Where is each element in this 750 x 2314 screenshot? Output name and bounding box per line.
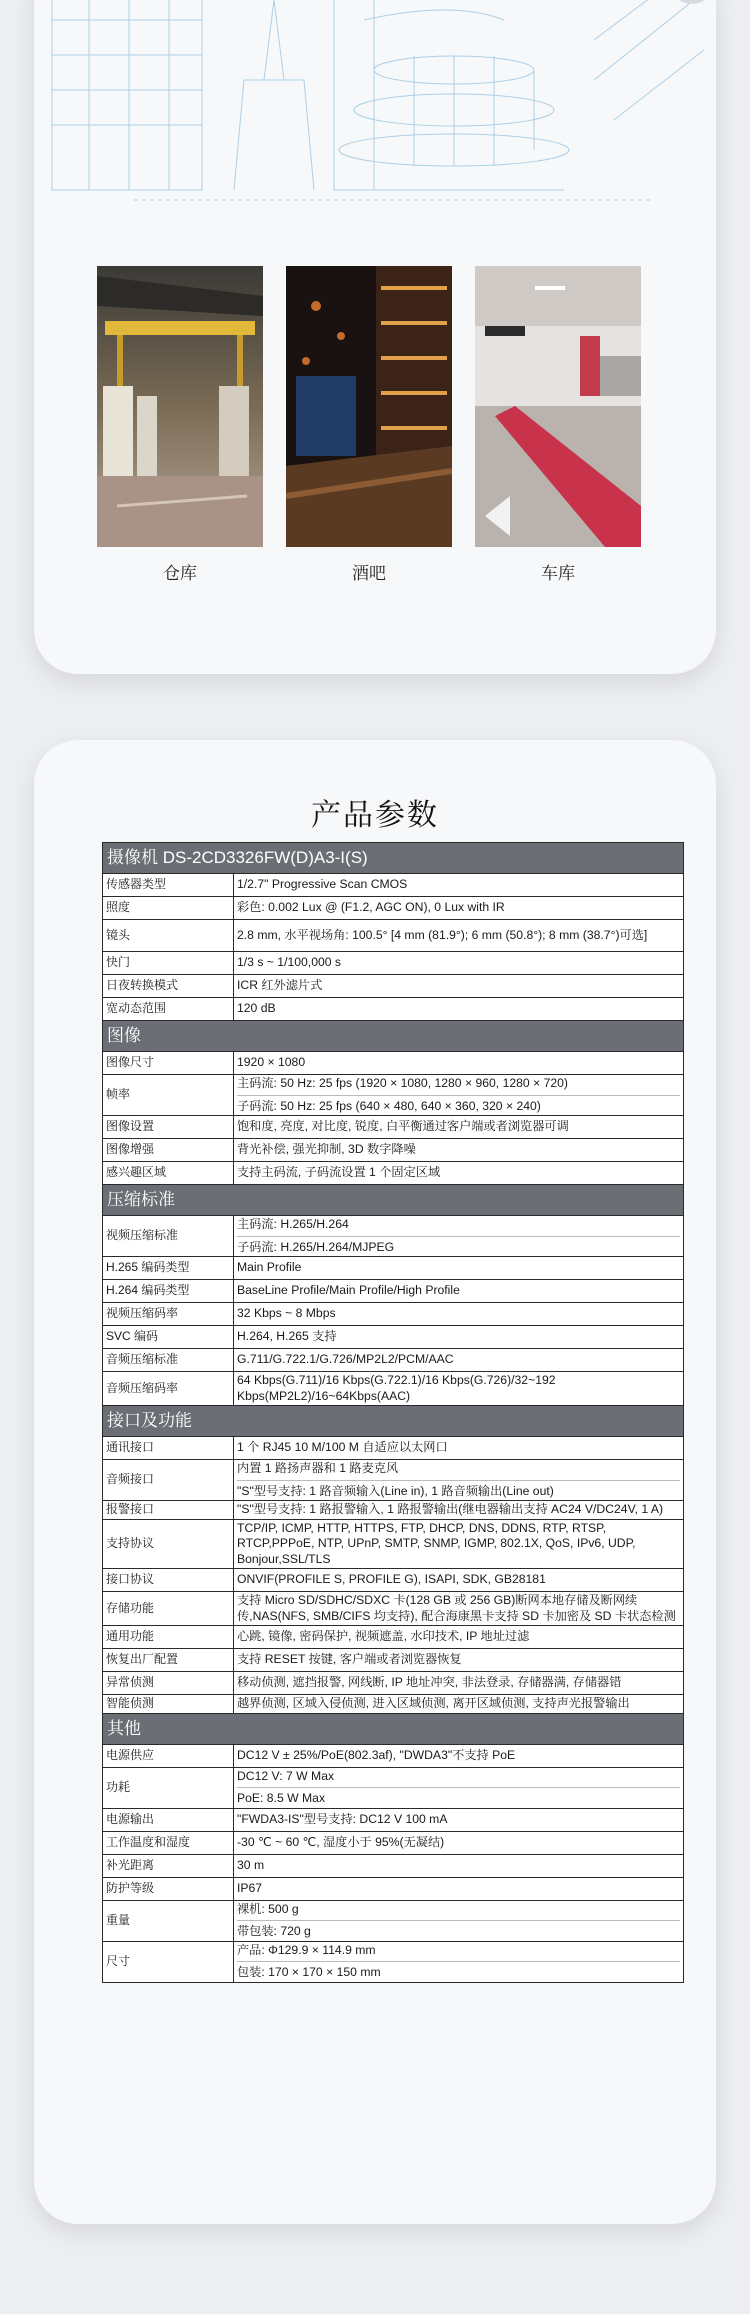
spec-key: 视频压缩码率 [103, 1303, 234, 1326]
spec-key: 支持协议 [103, 1519, 234, 1569]
section-header-camera: 摄像机 DS-2CD3326FW(D)A3-I(S) [103, 843, 684, 874]
spec-value-line: PoE: 8.5 W Max [237, 1787, 680, 1807]
spec-key: 异常侦测 [103, 1672, 234, 1695]
spec-key: 重量 [103, 1900, 234, 1941]
section-header-interface: 接口及功能 [103, 1406, 684, 1437]
spec-value-line: "S"型号支持: 1 路音频输入(Line in), 1 路音频输出(Line out) [237, 1480, 680, 1500]
spec-key: H.265 编码类型 [103, 1257, 234, 1280]
spec-value: 120 dB [234, 998, 684, 1021]
spec-value: DC12 V ± 25%/PoE(802.3af), "DWDA3"不支持 PoE [234, 1744, 684, 1767]
spec-value-line: 包装: 170 × 170 × 150 mm [237, 1961, 680, 1981]
spec-key: 照度 [103, 897, 234, 920]
spec-value-line: 内置 1 路扬声器和 1 路麦克风 [237, 1461, 399, 1475]
spec-key: 图像设置 [103, 1116, 234, 1139]
spec-key: 帧率 [103, 1075, 234, 1116]
spec-key: 传感器类型 [103, 874, 234, 897]
spec-value: 1 个 RJ45 10 M/100 M 自适应以太网口 [234, 1437, 684, 1460]
spec-value-multiline [234, 1900, 684, 1941]
spec-value: 支持 Micro SD/SDHC/SDXC 卡(128 GB 或 256 GB)断网本地存储及断网续传,NAS(NFS, SMB/CIFS 均支持), 配合海康黑卡支持 SD 卡加密及 SD 卡状态检测 [234, 1592, 684, 1626]
spec-value: "FWDA3-IS"型号支持: DC12 V 100 mA [234, 1808, 684, 1831]
spec-key: 恢复出厂配置 [103, 1649, 234, 1672]
spec-key: 报警接口 [103, 1501, 234, 1520]
spec-key: 防护等级 [103, 1877, 234, 1900]
spec-value: 彩色: 0.002 Lux @ (F1.2, AGC ON), 0 Lux with IR [234, 897, 684, 920]
spec-key: 接口协议 [103, 1569, 234, 1592]
scene-label-garage: 车库 [541, 564, 575, 583]
spec-value: 1/2.7" Progressive Scan CMOS [234, 874, 684, 897]
spec-key: 音频压缩标准 [103, 1349, 234, 1372]
spec-value-multiline [234, 1767, 684, 1808]
spec-table-wrap [102, 842, 683, 1983]
spec-value: 30 m [234, 1854, 684, 1877]
spec-key: 存储功能 [103, 1592, 234, 1626]
spec-value: IP67 [234, 1877, 684, 1900]
spec-value: 越界侦测, 区域入侵侦测, 进入区域侦测, 离开区域侦测, 支持声光报警输出 [234, 1695, 684, 1714]
spec-title: 产品参数 [311, 799, 439, 832]
spec-key: 音频接口 [103, 1460, 234, 1501]
spec-key: 电源供应 [103, 1744, 234, 1767]
spec-key: 通用功能 [103, 1626, 234, 1649]
spec-key: 图像尺寸 [103, 1052, 234, 1075]
spec-key: 通讯接口 [103, 1437, 234, 1460]
section-header-other: 其他 [103, 1713, 684, 1744]
spec-value: ICR 红外滤片式 [234, 975, 684, 998]
spec-value: G.711/G.722.1/G.726/MP2L2/PCM/AAC [234, 1349, 684, 1372]
spec-value: BaseLine Profile/Main Profile/High Profile [234, 1280, 684, 1303]
bar-photo [286, 266, 452, 547]
spec-value-line: 子码流: 50 Hz: 25 fps (640 × 480, 640 × 360, 320 × 240) [237, 1095, 680, 1115]
scene-garage [475, 266, 641, 584]
spec-value: -30 ℃ ~ 60 ℃, 湿度小于 95%(无凝结) [234, 1831, 684, 1854]
spec-key: 智能侦测 [103, 1695, 234, 1714]
spec-value: 支持 RESET 按键, 客户端或者浏览器恢复 [234, 1649, 684, 1672]
scene-bar [286, 266, 452, 584]
section-header-image: 图像 [103, 1021, 684, 1052]
spec-key: H.264 编码类型 [103, 1280, 234, 1303]
spec-value-multiline [234, 1460, 684, 1501]
spec-key: 补光距离 [103, 1854, 234, 1877]
scene-gallery [97, 266, 641, 584]
spec-value-multiline [234, 1075, 684, 1116]
scene-label-bar: 酒吧 [352, 564, 386, 583]
garage-photo [475, 266, 641, 547]
spec-value: 饱和度, 亮度, 对比度, 锐度, 白平衡通过客户端或者浏览器可调 [234, 1116, 684, 1139]
section-header-compression: 压缩标准 [103, 1185, 684, 1216]
spec-key: 感兴趣区域 [103, 1162, 234, 1185]
spec-key: 图像增强 [103, 1139, 234, 1162]
spec-key: 视频压缩标准 [103, 1216, 234, 1257]
spec-value: 2.8 mm, 水平视场角: 100.5° [4 mm (81.9°); 6 mm (50.8°); 8 mm (38.7°)可选] [234, 920, 684, 952]
scene-label-warehouse: 仓库 [163, 564, 197, 583]
scenes-card [34, 0, 716, 674]
scene-warehouse [97, 266, 263, 584]
spec-value: 移动侦测, 遮挡报警, 网线断, IP 地址冲突, 非法登录, 存储器满, 存储器错 [234, 1672, 684, 1695]
spec-value-line: 带包装: 720 g [237, 1920, 680, 1940]
spec-key: 镜头 [103, 920, 234, 952]
spec-value-line: 裸机: 500 g [237, 1901, 299, 1916]
spec-key: 音频压缩码率 [103, 1372, 234, 1406]
spec-key: 宽动态范围 [103, 998, 234, 1021]
spec-value: 32 Kbps ~ 8 Mbps [234, 1303, 684, 1326]
warehouse-photo [97, 266, 263, 547]
spec-key: 快门 [103, 952, 234, 975]
spec-value: "S"型号支持: 1 路报警输入, 1 路报警输出(继电器输出支持 AC24 V/DC24V, 1 A) [234, 1501, 684, 1520]
spec-key: 日夜转换模式 [103, 975, 234, 998]
spec-value: Main Profile [234, 1257, 684, 1280]
spec-value-multiline [234, 1216, 684, 1257]
spec-key: SVC 编码 [103, 1326, 234, 1349]
building-sketch-illustration [34, 0, 716, 220]
spec-value: ONVIF(PROFILE S, PROFILE G), ISAPI, SDK, GB28181 [234, 1569, 684, 1592]
spec-key: 尺寸 [103, 1941, 234, 1982]
spec-value: 背光补偿, 强光抑制, 3D 数字降噪 [234, 1139, 684, 1162]
spec-value-line: 子码流: H.265/H.264/MJPEG [237, 1236, 680, 1256]
spec-value: 1/3 s ~ 1/100,000 s [234, 952, 684, 975]
spec-key: 工作温度和湿度 [103, 1831, 234, 1854]
spec-key: 功耗 [103, 1767, 234, 1808]
spec-value: H.264, H.265 支持 [234, 1326, 684, 1349]
spec-value-line: 主码流: 50 Hz: 25 fps (1920 × 1080, 1280 × 960, 1280 × 720) [237, 1076, 568, 1090]
spec-key: 电源输出 [103, 1808, 234, 1831]
spec-value-line: DC12 V: 7 W Max [237, 1768, 335, 1783]
spec-value-line: 主码流: H.265/H.264 [237, 1217, 349, 1231]
spec-table [102, 842, 684, 1983]
spec-card [34, 740, 716, 2224]
spec-value: 1920 × 1080 [234, 1052, 684, 1075]
spec-value-multiline [234, 1941, 684, 1982]
spec-value: TCP/IP, ICMP, HTTP, HTTPS, FTP, DHCP, DNS, DDNS, RTP, RTSP, RTCP,PPPoE, NTP, UPnP, SMTP, SNMP, IGMP, 802.1X, QoS, IPv6, UDP, Bonjour,SSL/TLS [234, 1519, 684, 1569]
spec-value-line: 产品: Φ129.9 × 114.9 mm [237, 1942, 376, 1957]
spec-value: 心跳, 镜像, 密码保护, 视频遮盖, 水印技术, IP 地址过滤 [234, 1626, 684, 1649]
spec-value: 支持主码流, 子码流设置 1 个固定区域 [234, 1162, 684, 1185]
spec-value: 64 Kbps(G.711)/16 Kbps(G.722.1)/16 Kbps(G.726)/32~192 Kbps(MP2L2)/16~64Kbps(AAC) [234, 1372, 684, 1406]
